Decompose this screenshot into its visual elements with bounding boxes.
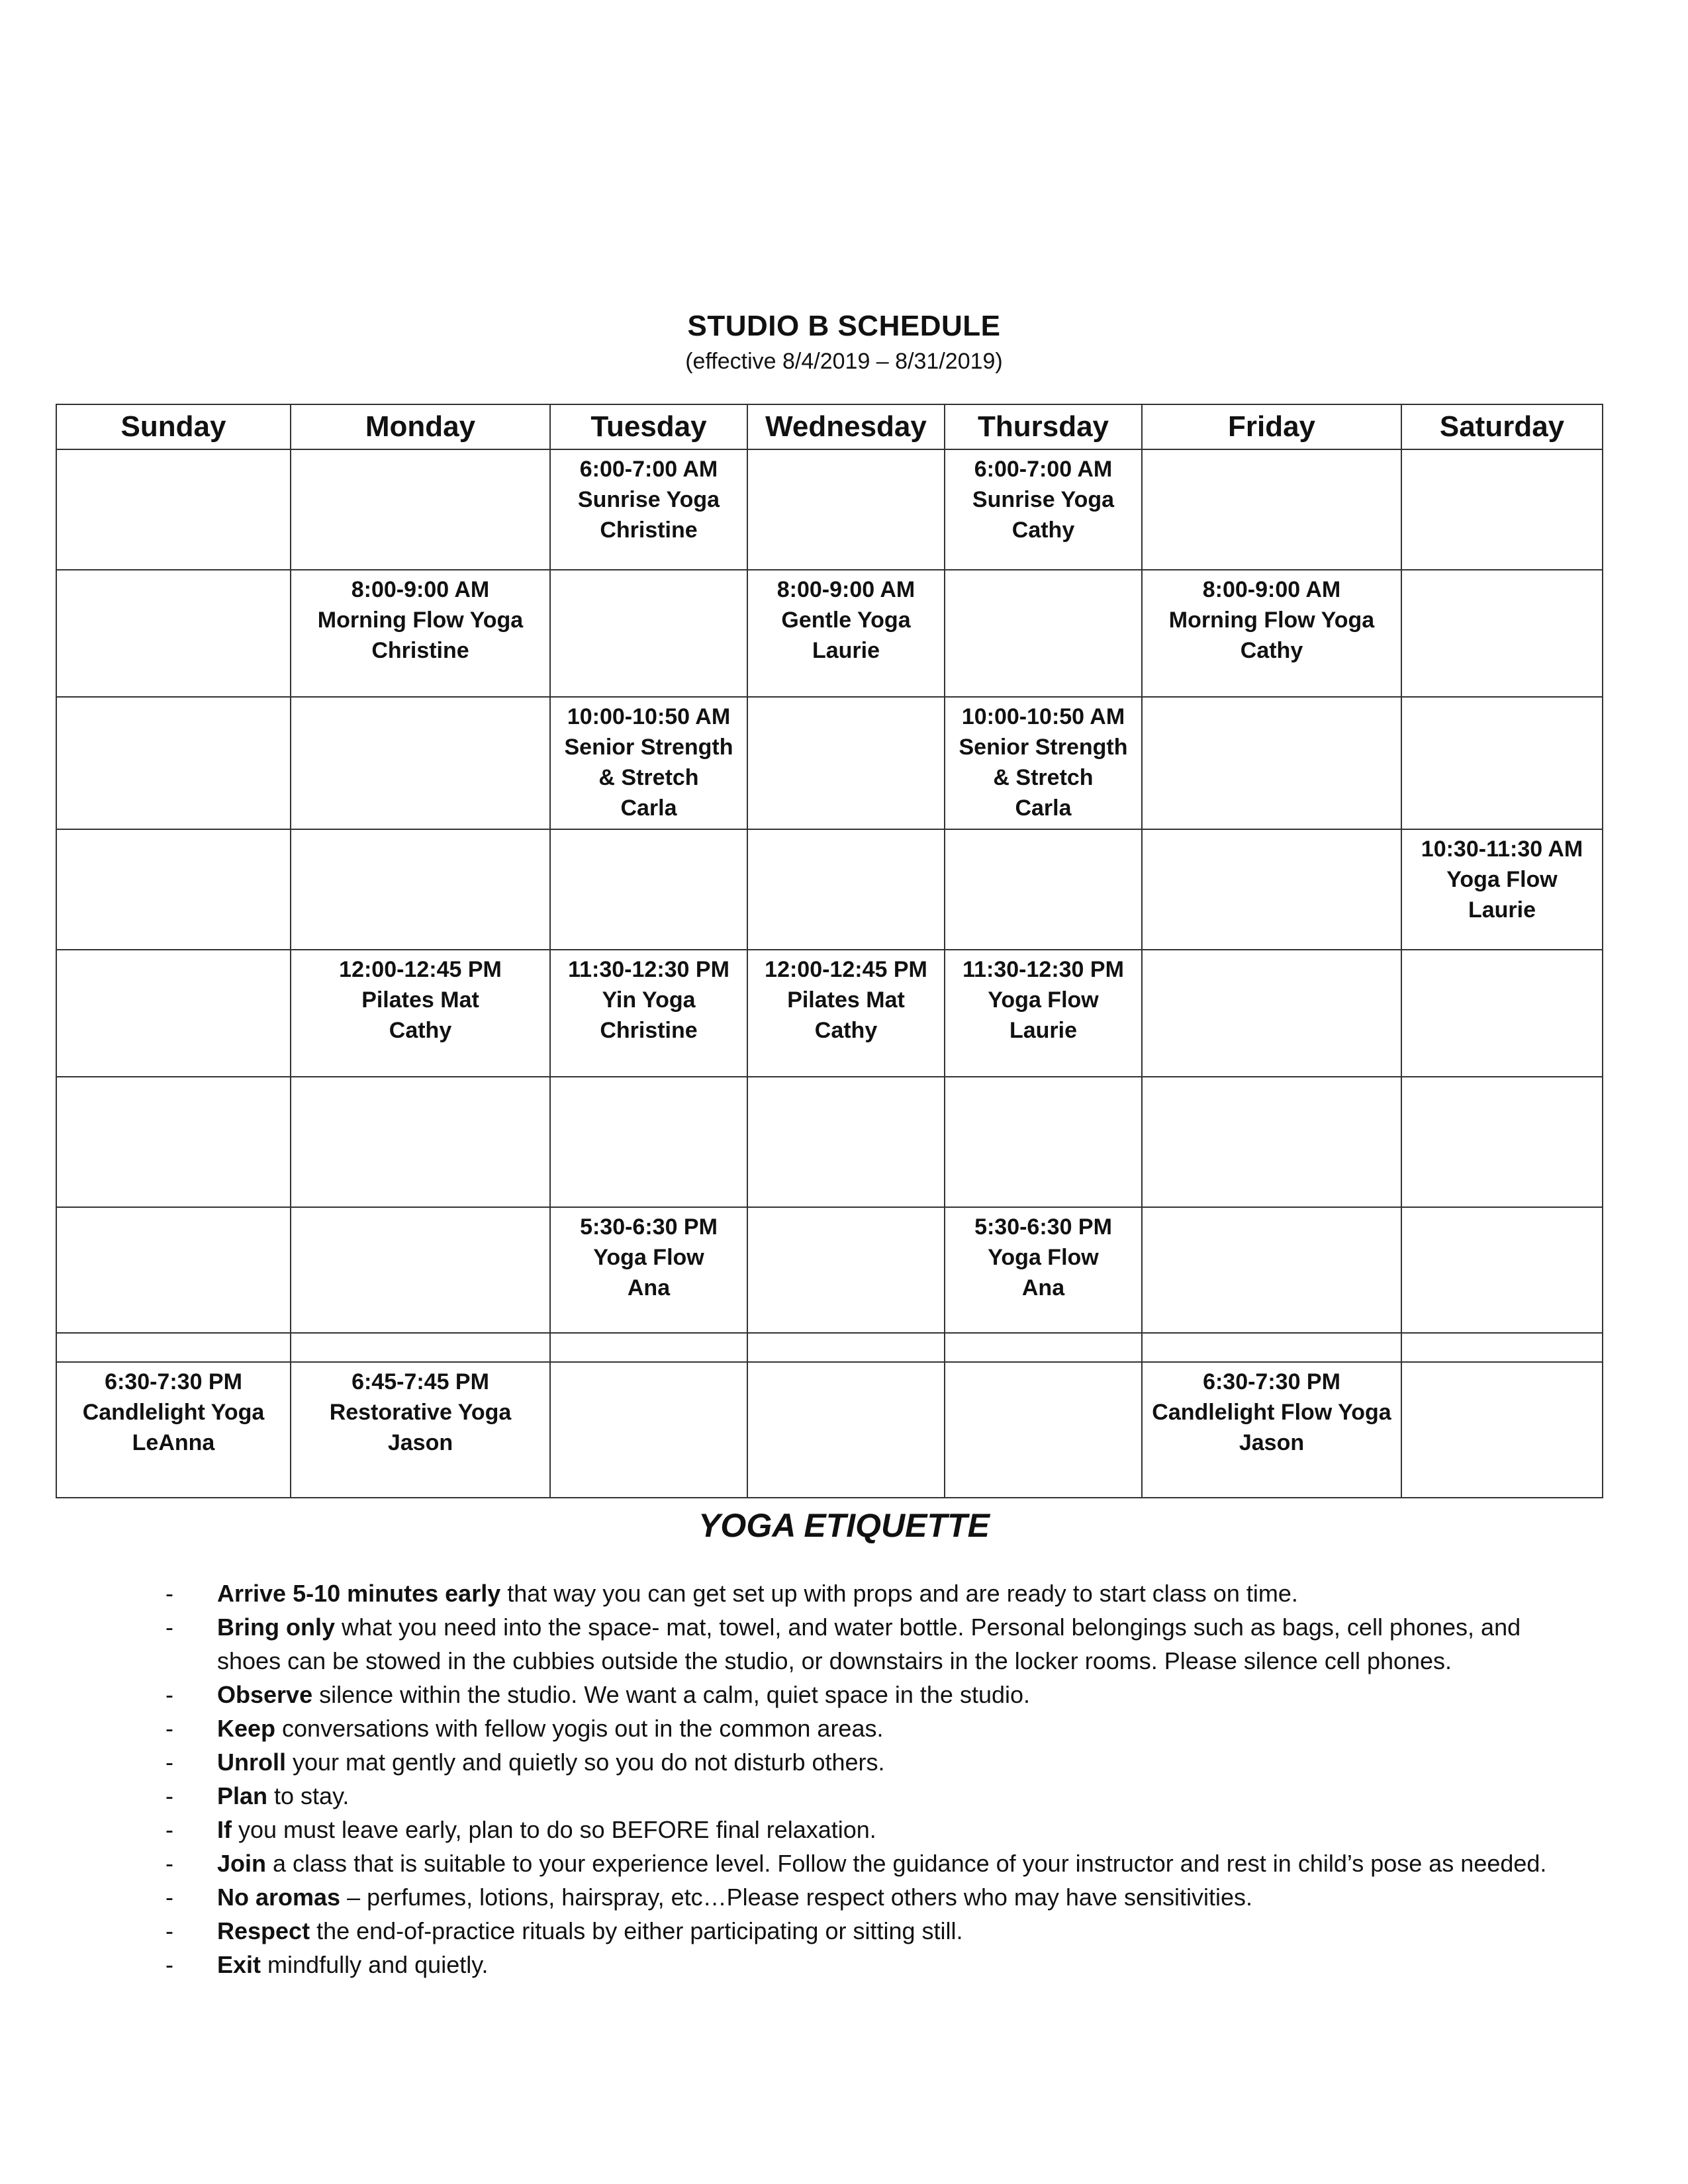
- etiquette-keyword: Join: [217, 1850, 267, 1877]
- empty-slot: [945, 1333, 1142, 1362]
- empty-slot: [945, 1362, 1142, 1498]
- class-name: Morning Flow Yoga: [317, 608, 524, 633]
- empty-slot: [1401, 449, 1603, 570]
- class-name: Yoga Flow: [593, 1245, 704, 1270]
- empty-slot: [1401, 570, 1603, 697]
- etiquette-keyword: Unroll: [217, 1749, 286, 1776]
- class-time: 6:00-7:00 AM: [579, 457, 718, 482]
- empty-slot: [56, 449, 291, 570]
- class-instructor: Ana: [627, 1275, 671, 1300]
- class-instructor: Ana: [1021, 1275, 1065, 1300]
- class-name: Candlelight Yoga: [82, 1400, 265, 1425]
- class-time: 11:30-12:30 PM: [962, 957, 1124, 982]
- class-instructor: Carla: [620, 796, 677, 821]
- empty-slot: [1142, 1077, 1401, 1207]
- empty-slot: [747, 697, 945, 829]
- class-time: 12:00-12:45 PM: [765, 957, 927, 982]
- class-time: 8:00-9:00 AM: [351, 577, 490, 602]
- empty-slot: [1142, 697, 1401, 829]
- etiquette-keyword: Respect: [217, 1917, 310, 1944]
- empty-slot: [56, 1333, 291, 1362]
- class-name: Gentle Yoga: [781, 608, 911, 633]
- etiquette-item: [165, 1813, 1589, 1846]
- schedule-row: [56, 1207, 1603, 1333]
- bullet-dash: -: [165, 1782, 173, 1809]
- empty-slot: [550, 829, 747, 950]
- class-name: Yoga Flow: [988, 987, 1099, 1013]
- schedule-row: [56, 697, 1603, 829]
- day-header: Saturday: [1401, 404, 1603, 449]
- class-time: 12:00-12:45 PM: [339, 957, 502, 982]
- etiquette-text: you must leave early, plan to do so BEFORE final relaxation.: [232, 1816, 876, 1843]
- bullet-dash: -: [165, 1580, 173, 1607]
- class-slot: [291, 1362, 550, 1498]
- etiquette-item: [165, 1779, 1589, 1813]
- bullet-dash: -: [165, 1816, 173, 1843]
- empty-slot: [747, 1207, 945, 1333]
- etiquette-keyword: Exit: [217, 1951, 261, 1978]
- empty-slot: [56, 570, 291, 697]
- class-name: Sunrise Yoga: [577, 487, 720, 512]
- empty-slot: [550, 1333, 747, 1362]
- schedule-row: [56, 1333, 1603, 1362]
- etiquette-text: conversations with fellow yogis out in the common areas.: [275, 1715, 884, 1742]
- empty-slot: [945, 570, 1142, 697]
- etiquette-text: that way you can get set up with props and are ready to start class on time.: [500, 1580, 1298, 1607]
- empty-slot: [550, 1077, 747, 1207]
- class-time: 6:30-7:30 PM: [1203, 1369, 1340, 1394]
- class-instructor: Laurie: [812, 638, 880, 663]
- day-header: Sunday: [56, 404, 291, 449]
- empty-slot: [747, 1362, 945, 1498]
- bullet-dash: -: [165, 1917, 173, 1944]
- etiquette-text: silence within the studio. We want a calm, quiet space in the studio.: [312, 1681, 1031, 1708]
- etiquette-keyword: Plan: [217, 1782, 268, 1809]
- empty-slot: [1142, 449, 1401, 570]
- class-name: & Stretch: [598, 765, 699, 790]
- class-time: 5:30-6:30 PM: [580, 1214, 718, 1240]
- schedule-table: [56, 404, 1603, 1498]
- schedule-body: [56, 449, 1603, 1498]
- class-name: Yoga Flow: [988, 1245, 1099, 1270]
- empty-slot: [1401, 1362, 1603, 1498]
- etiquette-title: YOGA ETIQUETTE: [698, 1507, 990, 1544]
- day-header-row: [56, 404, 1603, 449]
- empty-slot: [747, 449, 945, 570]
- etiquette-keyword: If: [217, 1816, 232, 1843]
- class-name: Candlelight Flow Yoga: [1152, 1400, 1391, 1425]
- class-instructor: LeAnna: [132, 1430, 215, 1455]
- class-instructor: Cathy: [1240, 638, 1303, 663]
- day-header: Thursday: [945, 404, 1142, 449]
- etiquette-text: – perfumes, lotions, hairspray, etc…Please respect others who may have sensitivities.: [340, 1884, 1253, 1911]
- empty-slot: [945, 1077, 1142, 1207]
- day-header: Tuesday: [550, 404, 747, 449]
- schedule-row: [56, 570, 1603, 697]
- empty-slot: [1401, 1077, 1603, 1207]
- bullet-dash: -: [165, 1715, 173, 1742]
- class-slot: [56, 1362, 291, 1498]
- empty-slot: [291, 1333, 550, 1362]
- bullet-dash: -: [165, 1749, 173, 1776]
- class-slot: [945, 950, 1142, 1077]
- class-slot: [550, 697, 747, 829]
- class-time: 8:00-9:00 AM: [776, 577, 915, 602]
- schedule-row: [56, 950, 1603, 1077]
- empty-slot: [291, 449, 550, 570]
- class-name: Morning Flow Yoga: [1168, 608, 1375, 633]
- class-instructor: Cathy: [389, 1018, 452, 1043]
- class-slot: [1142, 1362, 1401, 1498]
- etiquette-text: mindfully and quietly.: [261, 1951, 489, 1978]
- etiquette-keyword: No aromas: [217, 1884, 341, 1911]
- empty-slot: [291, 1207, 550, 1333]
- class-time: 11:30-12:30 PM: [568, 957, 729, 982]
- etiquette-item: [165, 1914, 1589, 1948]
- bullet-dash: -: [165, 1951, 173, 1978]
- empty-slot: [291, 829, 550, 950]
- day-header: Friday: [1142, 404, 1401, 449]
- bullet-dash: -: [165, 1614, 173, 1641]
- class-instructor: Cathy: [1011, 518, 1075, 543]
- class-slot: [1401, 829, 1603, 950]
- empty-slot: [1142, 950, 1401, 1077]
- class-slot: [747, 570, 945, 697]
- class-instructor: Laurie: [1009, 1018, 1078, 1043]
- class-name: Yin Yoga: [602, 987, 696, 1013]
- schedule-row: [56, 1077, 1603, 1207]
- class-instructor: Christine: [600, 1018, 698, 1043]
- class-slot: [291, 950, 550, 1077]
- etiquette-text: your mat gently and quietly so you do not disturb others.: [286, 1749, 885, 1776]
- empty-slot: [1401, 950, 1603, 1077]
- class-instructor: Jason: [387, 1430, 453, 1455]
- class-name: Restorative Yoga: [329, 1400, 512, 1425]
- bullet-dash: -: [165, 1884, 173, 1911]
- etiquette-keyword: Keep: [217, 1715, 276, 1742]
- etiquette-keyword: Observe: [217, 1681, 313, 1708]
- etiquette-item: [165, 1948, 1589, 1981]
- class-name: Yoga Flow: [1446, 867, 1558, 892]
- bullet-dash: -: [165, 1850, 173, 1877]
- class-instructor: Cathy: [814, 1018, 878, 1043]
- class-slot: [1142, 570, 1401, 697]
- empty-slot: [56, 950, 291, 1077]
- class-instructor: Jason: [1239, 1430, 1305, 1455]
- empty-slot: [1142, 1333, 1401, 1362]
- empty-slot: [1142, 829, 1401, 950]
- class-name: Senior Strength: [959, 735, 1128, 760]
- class-time: 6:45-7:45 PM: [352, 1369, 489, 1394]
- etiquette-keyword: Bring only: [217, 1614, 335, 1641]
- empty-slot: [1401, 1333, 1603, 1362]
- class-slot: [550, 1207, 747, 1333]
- class-slot: [945, 697, 1142, 829]
- class-name: & Stretch: [993, 765, 1094, 790]
- class-time: 5:30-6:30 PM: [974, 1214, 1112, 1240]
- class-time: 10:00-10:50 AM: [567, 704, 731, 729]
- bullet-dash: -: [165, 1681, 173, 1708]
- class-slot: [550, 950, 747, 1077]
- class-name: Pilates Mat: [361, 987, 479, 1013]
- effective-dates: (effective 8/4/2019 – 8/31/2019): [685, 349, 1003, 374]
- empty-slot: [747, 829, 945, 950]
- class-slot: [550, 449, 747, 570]
- class-time: 8:00-9:00 AM: [1202, 577, 1341, 602]
- empty-slot: [1401, 697, 1603, 829]
- empty-slot: [56, 697, 291, 829]
- etiquette-text: to stay.: [267, 1782, 350, 1809]
- class-time: 10:00-10:50 AM: [961, 704, 1125, 729]
- etiquette-item: [165, 1711, 1589, 1745]
- empty-slot: [1142, 1207, 1401, 1333]
- etiquette-text: the end-of-practice rituals by either participating or sitting still.: [310, 1917, 963, 1944]
- class-name: Pilates Mat: [787, 987, 905, 1013]
- etiquette-text: what you need into the space- mat, towel, and water bottle. Personal belongings such as bags, cell phones, and shoes can be stowed in the cubbies outside the studio, or downstairs in the locker rooms. Please silence cell phones.: [217, 1614, 1521, 1674]
- class-instructor: Laurie: [1468, 897, 1536, 923]
- empty-slot: [56, 829, 291, 950]
- schedule-row: [56, 829, 1603, 950]
- etiquette-keyword: Arrive 5-10 minutes early: [217, 1580, 501, 1607]
- class-slot: [291, 570, 550, 697]
- etiquette-item: [165, 1745, 1589, 1779]
- class-time: 10:30-11:30 AM: [1421, 837, 1583, 862]
- class-time: 6:00-7:00 AM: [974, 457, 1113, 482]
- page-title: STUDIO B SCHEDULE: [687, 310, 1001, 342]
- class-slot: [945, 1207, 1142, 1333]
- etiquette-item: [165, 1880, 1589, 1914]
- empty-slot: [747, 1077, 945, 1207]
- day-header: Monday: [291, 404, 550, 449]
- empty-slot: [550, 570, 747, 697]
- empty-slot: [291, 697, 550, 829]
- schedule-row: [56, 1362, 1603, 1498]
- etiquette-item: [165, 1610, 1589, 1678]
- class-time: 6:30-7:30 PM: [105, 1369, 242, 1394]
- class-name: Senior Strength: [564, 735, 733, 760]
- empty-slot: [747, 1333, 945, 1362]
- empty-slot: [56, 1207, 291, 1333]
- etiquette-item: [165, 1576, 1589, 1610]
- class-slot: [747, 950, 945, 1077]
- empty-slot: [1401, 1207, 1603, 1333]
- empty-slot: [945, 829, 1142, 950]
- schedule-row: [56, 449, 1603, 570]
- empty-slot: [56, 1077, 291, 1207]
- empty-slot: [550, 1362, 747, 1498]
- empty-slot: [291, 1077, 550, 1207]
- class-instructor: Christine: [371, 638, 469, 663]
- class-name: Sunrise Yoga: [972, 487, 1115, 512]
- etiquette-item: [165, 1846, 1589, 1880]
- day-header: Wednesday: [747, 404, 945, 449]
- etiquette-text: a class that is suitable to your experience level. Follow the guidance of your instructor and rest in child’s pose as needed.: [266, 1850, 1547, 1877]
- etiquette-item: [165, 1678, 1589, 1711]
- class-instructor: Christine: [600, 518, 698, 543]
- etiquette-list: [165, 1576, 1589, 1981]
- class-instructor: Carla: [1015, 796, 1072, 821]
- class-slot: [945, 449, 1142, 570]
